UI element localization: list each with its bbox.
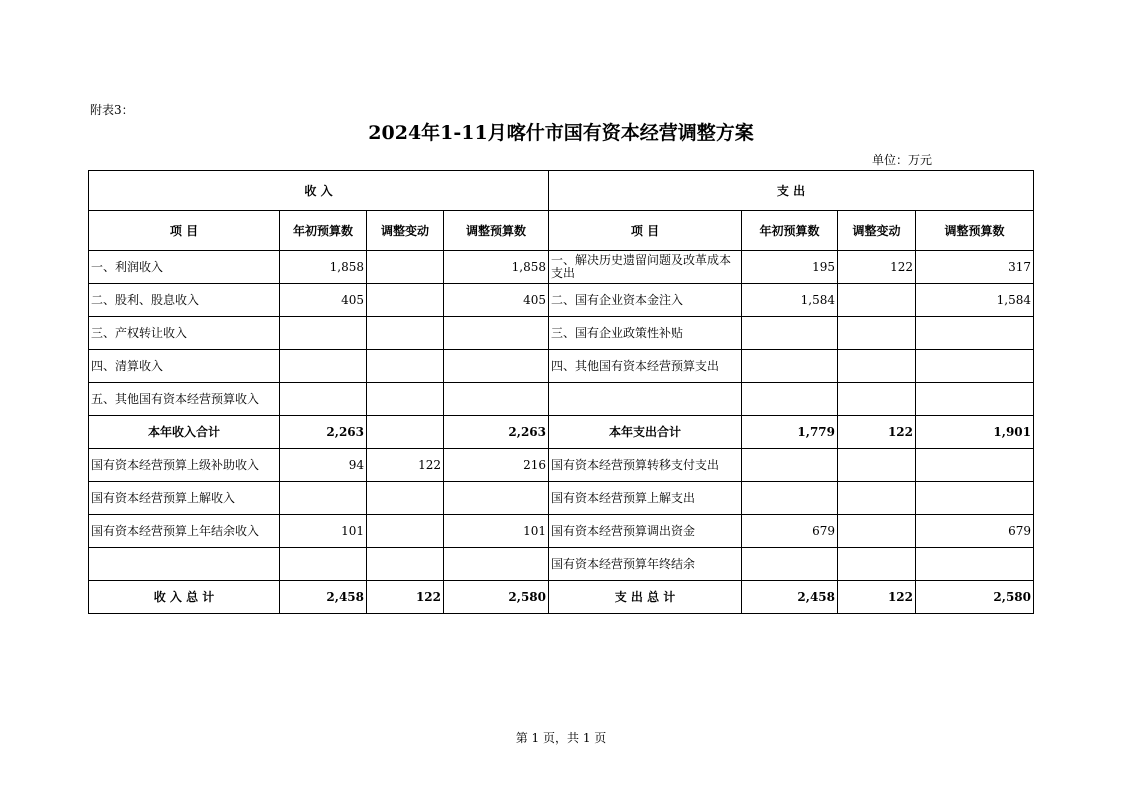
expense-adjusted-cell xyxy=(916,482,1034,515)
expense-change-cell xyxy=(838,449,916,482)
page-title: 2024年1-11月喀什市国有资本经营调整方案 xyxy=(368,122,754,144)
header-expense-initial: 年初预算数 xyxy=(742,211,838,251)
expense-item-cell xyxy=(549,515,742,548)
income-item-label: 国有资本经营预算上解收入 xyxy=(91,490,236,505)
income-initial-cell: 2,458 xyxy=(280,581,367,614)
expense-change-cell: 122 xyxy=(838,416,916,449)
income-adjusted-cell: 216 xyxy=(444,449,549,482)
income-initial-cell xyxy=(280,317,367,350)
expense-adjusted-cell: 317 xyxy=(916,251,1034,284)
header-expense-change: 调整变动 xyxy=(838,211,916,251)
table-row xyxy=(89,284,1034,317)
expense-initial-cell xyxy=(742,548,838,581)
expense-adjusted-cell: 2,580 xyxy=(916,581,1034,614)
expense-initial-cell: 2,458 xyxy=(742,581,838,614)
income-initial-cell xyxy=(280,548,367,581)
expense-item-cell xyxy=(549,317,742,350)
income-initial-cell xyxy=(280,350,367,383)
income-change-cell: 122 xyxy=(367,581,444,614)
income-adjusted-cell: 101 xyxy=(444,515,549,548)
header-income-change: 调整变动 xyxy=(367,211,444,251)
expense-item-label: 四、其他国有资本经营预算支出 xyxy=(551,358,720,373)
expense-initial-cell xyxy=(742,383,838,416)
income-item-cell xyxy=(89,449,280,482)
income-change-cell xyxy=(367,416,444,449)
income-initial-cell: 2,263 xyxy=(280,416,367,449)
expense-item-cell xyxy=(549,251,742,284)
income-change-cell xyxy=(367,350,444,383)
income-item-cell xyxy=(89,548,280,581)
table-row xyxy=(89,482,1034,515)
income-item-label: 本年收入合计 xyxy=(147,424,220,439)
income-adjusted-cell: 2,263 xyxy=(444,416,549,449)
income-change-cell xyxy=(367,383,444,416)
header-expense-item: 项 目 xyxy=(549,211,742,251)
table-row xyxy=(89,416,1034,449)
income-initial-cell xyxy=(280,383,367,416)
income-item-cell xyxy=(89,284,280,317)
table-row xyxy=(89,515,1034,548)
expense-item-label: 三、国有企业政策性补贴 xyxy=(551,325,684,340)
income-initial-cell: 101 xyxy=(280,515,367,548)
income-change-cell: 122 xyxy=(367,449,444,482)
expense-change-cell xyxy=(838,548,916,581)
income-adjusted-cell xyxy=(444,383,549,416)
section-expense: 支 出 xyxy=(549,171,1034,211)
unit-label: 单位：万元 xyxy=(872,153,933,167)
header-income-adjusted: 调整预算数 xyxy=(444,211,549,251)
table-row xyxy=(89,581,1034,614)
expense-adjusted-cell: 1,584 xyxy=(916,284,1034,317)
expense-change-cell: 122 xyxy=(838,251,916,284)
income-item-label: 收 入 总 计 xyxy=(153,589,215,604)
expense-item-cell xyxy=(549,482,742,515)
section-header-row xyxy=(89,171,1034,211)
income-adjusted-cell xyxy=(444,482,549,515)
income-item-label: 一、利润收入 xyxy=(91,259,164,274)
expense-change-cell xyxy=(838,350,916,383)
expense-item-label: 一、解决历史遗留问题及改革成本支出 xyxy=(551,253,732,280)
budget-table xyxy=(88,170,1034,614)
income-change-cell xyxy=(367,515,444,548)
table-row xyxy=(89,383,1034,416)
expense-change-cell: 122 xyxy=(838,581,916,614)
expense-item-cell xyxy=(549,581,742,614)
expense-initial-cell xyxy=(742,482,838,515)
expense-adjusted-cell xyxy=(916,449,1034,482)
income-item-label: 四、清算收入 xyxy=(91,358,164,373)
expense-initial-cell xyxy=(742,449,838,482)
income-item-cell xyxy=(89,416,280,449)
header-expense-adjusted: 调整预算数 xyxy=(916,211,1034,251)
section-income: 收 入 xyxy=(89,171,549,211)
expense-item-cell xyxy=(549,383,742,416)
income-item-label: 五、其他国有资本经营预算收入 xyxy=(91,391,260,406)
income-initial-cell: 1,858 xyxy=(280,251,367,284)
expense-item-label: 二、国有企业资本金注入 xyxy=(551,292,684,307)
income-item-cell xyxy=(89,482,280,515)
income-change-cell xyxy=(367,317,444,350)
expense-item-label: 国有资本经营预算转移支付支出 xyxy=(551,457,720,472)
page-footer: 第 1 页，共 1 页 xyxy=(515,731,607,745)
income-item-cell xyxy=(89,383,280,416)
expense-item-label: 国有资本经营预算调出资金 xyxy=(551,523,696,538)
table-row xyxy=(89,317,1034,350)
income-adjusted-cell: 405 xyxy=(444,284,549,317)
income-item-cell xyxy=(89,350,280,383)
income-initial-cell: 94 xyxy=(280,449,367,482)
income-change-cell xyxy=(367,251,444,284)
expense-adjusted-cell xyxy=(916,548,1034,581)
income-change-cell xyxy=(367,548,444,581)
income-item-cell xyxy=(89,251,280,284)
header-income-initial: 年初预算数 xyxy=(280,211,367,251)
table-row xyxy=(89,251,1034,284)
income-change-cell xyxy=(367,284,444,317)
income-adjusted-cell: 1,858 xyxy=(444,251,549,284)
table-row xyxy=(89,350,1034,383)
expense-initial-cell: 195 xyxy=(742,251,838,284)
expense-item-label: 国有资本经营预算上解支出 xyxy=(551,490,696,505)
table-row xyxy=(89,449,1034,482)
header-income-item: 项 目 xyxy=(89,211,280,251)
expense-initial-cell xyxy=(742,317,838,350)
expense-item-cell xyxy=(549,350,742,383)
expense-change-cell xyxy=(838,317,916,350)
table-row xyxy=(89,548,1034,581)
income-adjusted-cell xyxy=(444,317,549,350)
column-header-row xyxy=(89,211,1034,251)
income-adjusted-cell xyxy=(444,350,549,383)
expense-adjusted-cell xyxy=(916,350,1034,383)
expense-adjusted-cell xyxy=(916,317,1034,350)
expense-initial-cell: 1,584 xyxy=(742,284,838,317)
income-item-cell xyxy=(89,317,280,350)
expense-item-cell xyxy=(549,284,742,317)
income-adjusted-cell: 2,580 xyxy=(444,581,549,614)
expense-initial-cell: 1,779 xyxy=(742,416,838,449)
expense-item-label: 国有资本经营预算年终结余 xyxy=(551,556,696,571)
annex-label: 附表3： xyxy=(90,103,134,117)
income-initial-cell: 405 xyxy=(280,284,367,317)
income-item-label: 国有资本经营预算上级补助收入 xyxy=(91,457,260,472)
expense-adjusted-cell: 1,901 xyxy=(916,416,1034,449)
expense-initial-cell xyxy=(742,350,838,383)
income-item-label: 三、产权转让收入 xyxy=(91,325,188,340)
income-item-label: 国有资本经营预算上年结余收入 xyxy=(91,523,260,538)
expense-adjusted-cell xyxy=(916,383,1034,416)
income-change-cell xyxy=(367,482,444,515)
income-initial-cell xyxy=(280,482,367,515)
expense-item-label: 支 出 总 计 xyxy=(614,589,676,604)
expense-item-cell xyxy=(549,449,742,482)
expense-change-cell xyxy=(838,482,916,515)
expense-change-cell xyxy=(838,383,916,416)
expense-item-cell xyxy=(549,416,742,449)
expense-item-label: 本年支出合计 xyxy=(608,424,681,439)
expense-change-cell xyxy=(838,284,916,317)
expense-adjusted-cell: 679 xyxy=(916,515,1034,548)
income-item-label: 二、股利、股息收入 xyxy=(91,292,200,307)
expense-item-cell xyxy=(549,548,742,581)
expense-change-cell xyxy=(838,515,916,548)
income-adjusted-cell xyxy=(444,548,549,581)
income-item-cell xyxy=(89,581,280,614)
income-item-cell xyxy=(89,515,280,548)
expense-initial-cell: 679 xyxy=(742,515,838,548)
